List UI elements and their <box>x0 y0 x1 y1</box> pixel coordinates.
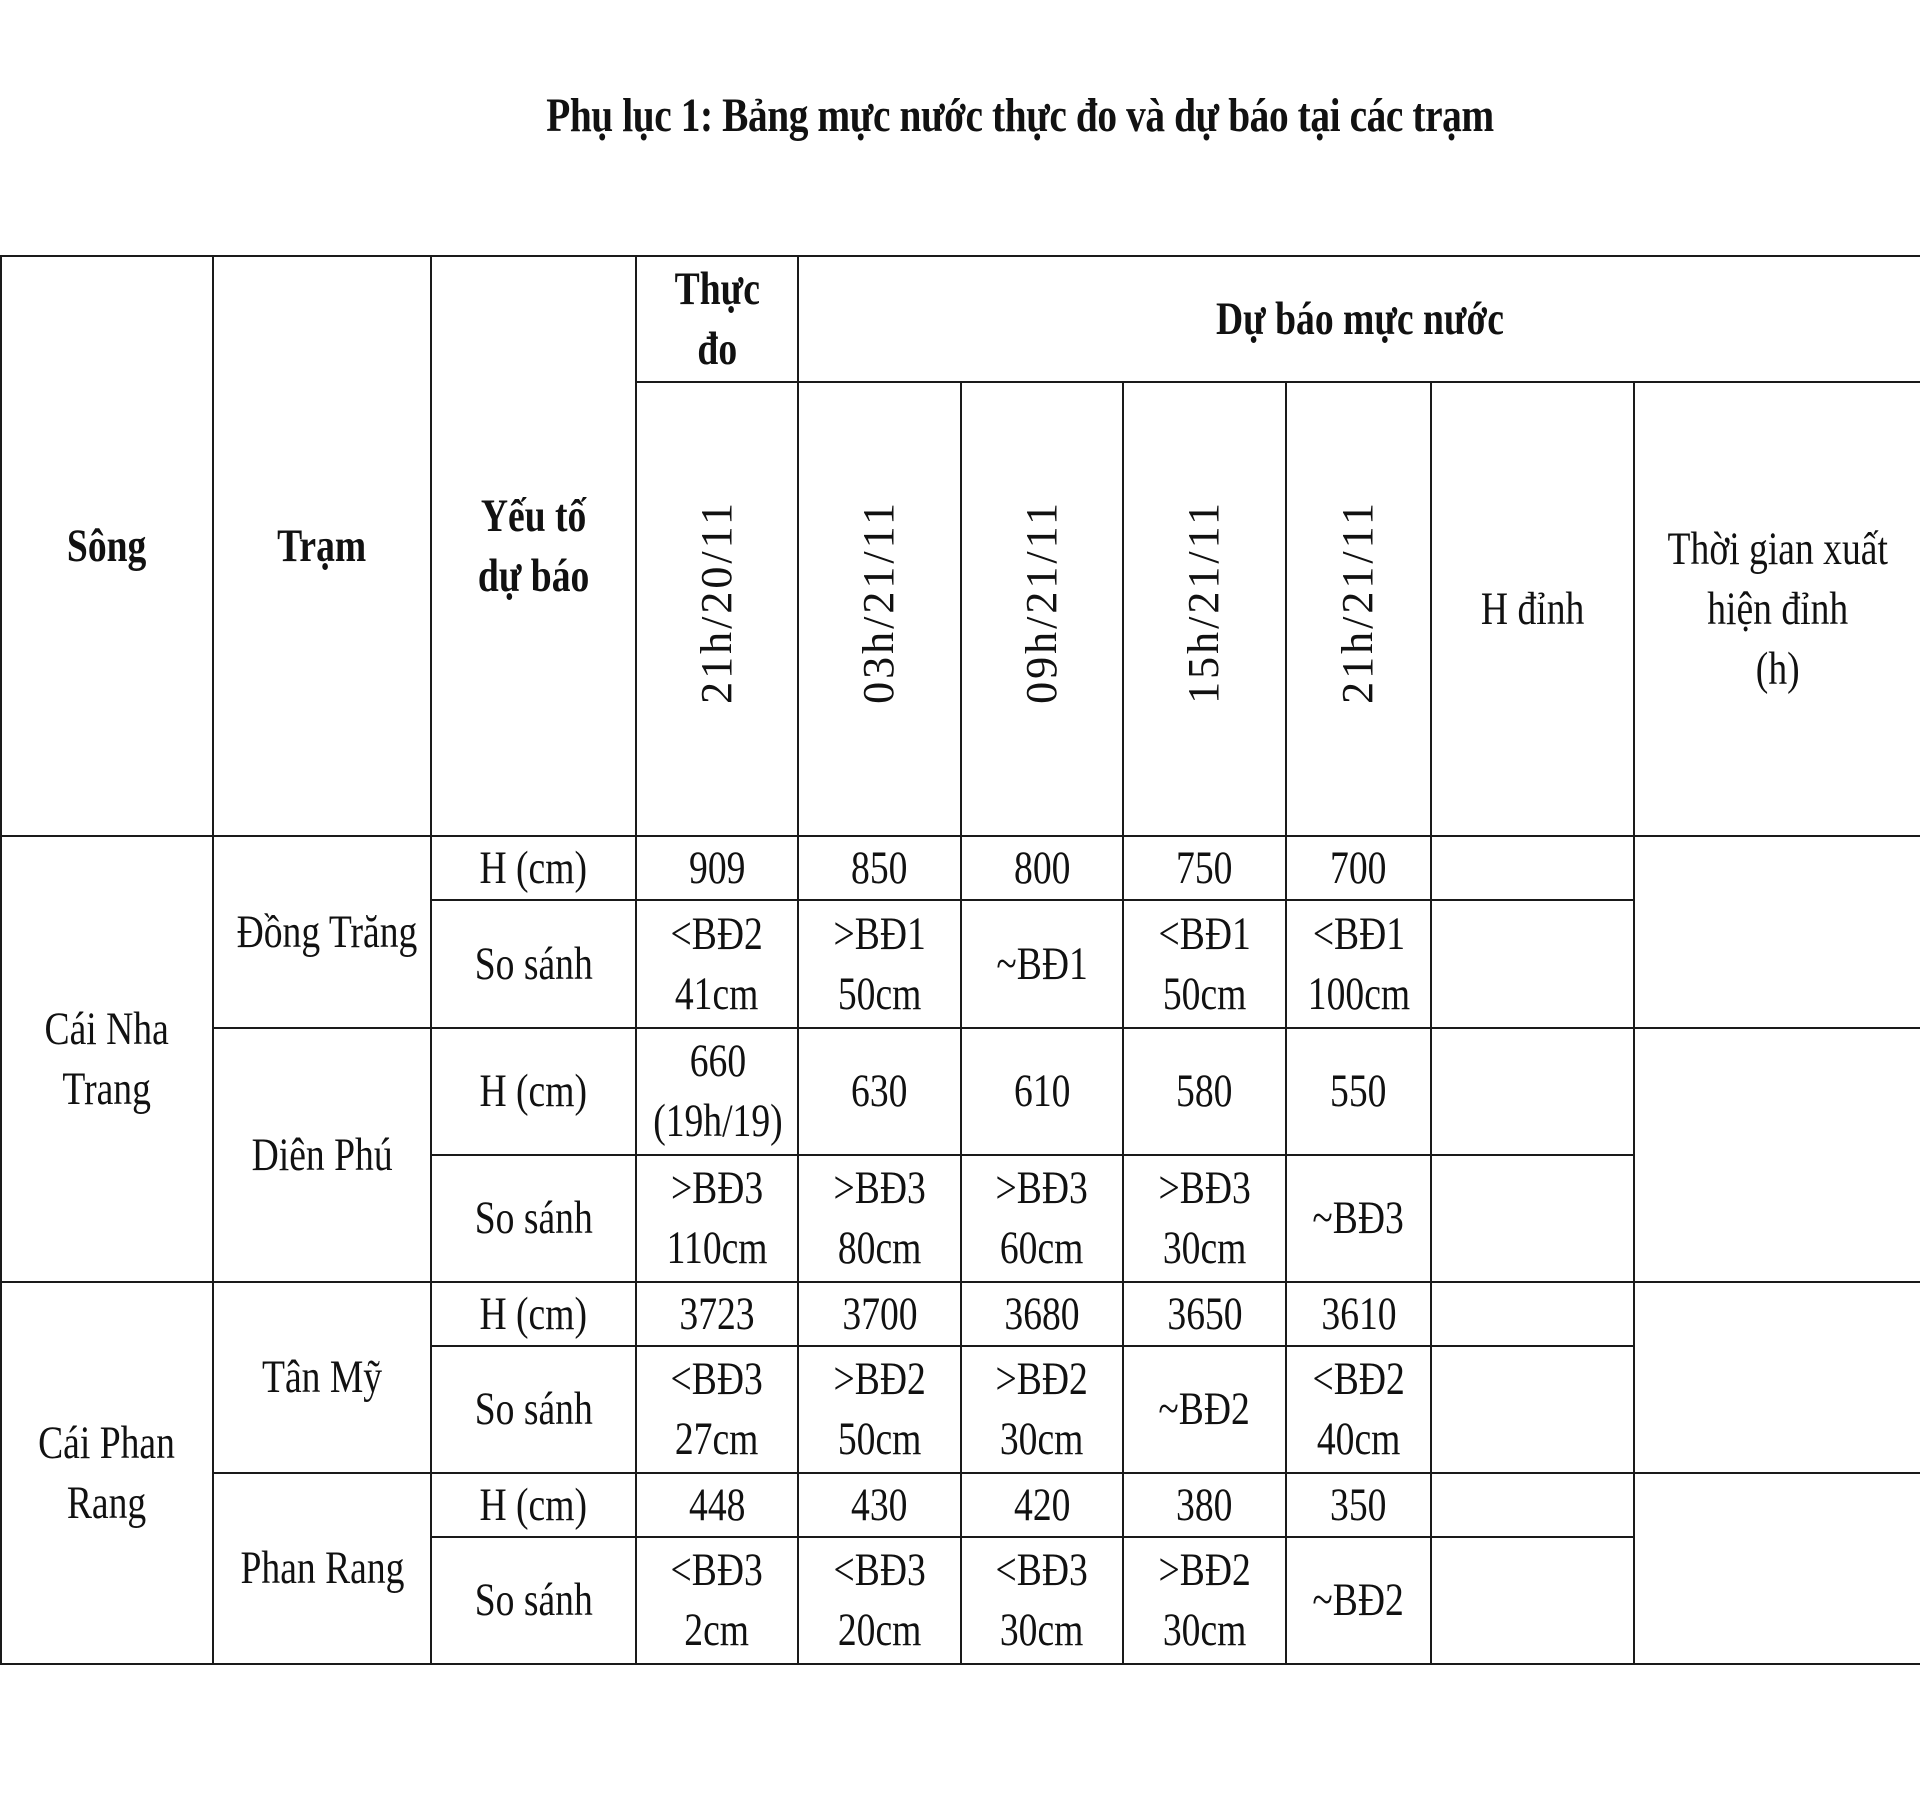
page-title: Phụ lục 1: Bảng mực nước thực đo và dự báo tại các trạm <box>546 89 1494 142</box>
value-cell: 610 <box>961 1028 1123 1155</box>
value-cell: >BĐ2 30cm <box>961 1346 1123 1473</box>
peak-time-cell <box>1634 1028 1920 1282</box>
header-time: 21h/20/11 <box>636 382 798 836</box>
header-tram: Trạm <box>213 256 431 836</box>
value-cell: ~BĐ2 <box>1286 1537 1431 1664</box>
value-cell: 3700 <box>798 1282 961 1346</box>
header-yeu-to: Yếu tố dự báo <box>431 256 636 836</box>
h-dinh-cell <box>1431 836 1634 900</box>
value-cell: <BĐ1 100cm <box>1286 900 1431 1027</box>
header-thuc-do: Thực đo <box>636 256 798 382</box>
header-time: 03h/21/11 <box>798 382 961 836</box>
header-row-top <box>1 256 1920 382</box>
value-cell: >BĐ2 30cm <box>1123 1537 1286 1664</box>
value-cell: >BĐ3 30cm <box>1123 1155 1286 1282</box>
station-name: Tân Mỹ <box>213 1282 431 1473</box>
h-dinh-cell <box>1431 1155 1634 1282</box>
value-cell: <BĐ2 41cm <box>636 900 798 1027</box>
value-cell: <BĐ2 40cm <box>1286 1346 1431 1473</box>
value-cell: ~BĐ1 <box>961 900 1123 1027</box>
value-cell: 3610 <box>1286 1282 1431 1346</box>
value-cell: 630 <box>798 1028 961 1155</box>
water-level-table <box>0 255 1920 1665</box>
header-thoi-gian: Thời gian xuất hiện đỉnh (h) <box>1634 382 1920 836</box>
value-cell: <BĐ1 50cm <box>1123 900 1286 1027</box>
factor-label: H (cm) <box>431 1473 636 1537</box>
value-cell: <BĐ3 27cm <box>636 1346 798 1473</box>
h-dinh-cell <box>1431 1028 1634 1155</box>
value-cell: <BĐ3 20cm <box>798 1537 961 1664</box>
table-row <box>1 1028 1920 1155</box>
value-cell: >BĐ2 50cm <box>798 1346 961 1473</box>
value-cell: 420 <box>961 1473 1123 1537</box>
station-name: Phan Rang <box>213 1473 431 1664</box>
factor-label: So sánh <box>431 1346 636 1473</box>
factor-label: So sánh <box>431 1155 636 1282</box>
value-cell: 3723 <box>636 1282 798 1346</box>
value-cell: >BĐ3 110cm <box>636 1155 798 1282</box>
value-cell: 3650 <box>1123 1282 1286 1346</box>
value-cell: >BĐ3 60cm <box>961 1155 1123 1282</box>
factor-label: H (cm) <box>431 1282 636 1346</box>
header-song: Sông <box>1 256 213 836</box>
value-cell: 580 <box>1123 1028 1286 1155</box>
peak-time-cell <box>1634 1282 1920 1473</box>
value-cell: <BĐ3 2cm <box>636 1537 798 1664</box>
factor-label: So sánh <box>431 1537 636 1664</box>
table-row <box>1 1473 1920 1537</box>
header-time: 15h/21/11 <box>1123 382 1286 836</box>
factor-label: H (cm) <box>431 836 636 900</box>
value-cell: 909 <box>636 836 798 900</box>
value-cell: >BĐ1 50cm <box>798 900 961 1027</box>
table-row <box>1 1282 1920 1346</box>
value-cell: 380 <box>1123 1473 1286 1537</box>
value-cell: 550 <box>1286 1028 1431 1155</box>
value-cell: 700 <box>1286 836 1431 900</box>
value-cell: 750 <box>1123 836 1286 900</box>
value-cell: 660 (19h/19) <box>636 1028 798 1155</box>
value-cell: >BĐ3 80cm <box>798 1155 961 1282</box>
value-cell: 430 <box>798 1473 961 1537</box>
h-dinh-cell <box>1431 900 1634 1027</box>
value-cell: 448 <box>636 1473 798 1537</box>
header-time: 09h/21/11 <box>961 382 1123 836</box>
value-cell: 850 <box>798 836 961 900</box>
value-cell: ~BĐ3 <box>1286 1155 1431 1282</box>
station-name: Đồng Trăng <box>213 836 431 1027</box>
peak-time-cell <box>1634 836 1920 1027</box>
river-name: Cái Phan Rang <box>1 1282 213 1664</box>
value-cell: <BĐ3 30cm <box>961 1537 1123 1664</box>
station-name: Diên Phú <box>213 1028 431 1282</box>
header-time: 21h/21/11 <box>1286 382 1431 836</box>
h-dinh-cell <box>1431 1473 1634 1537</box>
value-cell: ~BĐ2 <box>1123 1346 1286 1473</box>
value-cell: 800 <box>961 836 1123 900</box>
river-name: Cái Nha Trang <box>1 836 213 1281</box>
table-row <box>1 836 1920 900</box>
h-dinh-cell <box>1431 1346 1634 1473</box>
h-dinh-cell <box>1431 1282 1634 1346</box>
value-cell: 3680 <box>961 1282 1123 1346</box>
header-h-dinh: H đỉnh <box>1431 382 1634 836</box>
header-du-bao: Dự báo mực nước <box>798 256 1920 382</box>
factor-label: H (cm) <box>431 1028 636 1155</box>
h-dinh-cell <box>1431 1537 1634 1664</box>
value-cell: 350 <box>1286 1473 1431 1537</box>
factor-label: So sánh <box>431 900 636 1027</box>
peak-time-cell <box>1634 1473 1920 1664</box>
